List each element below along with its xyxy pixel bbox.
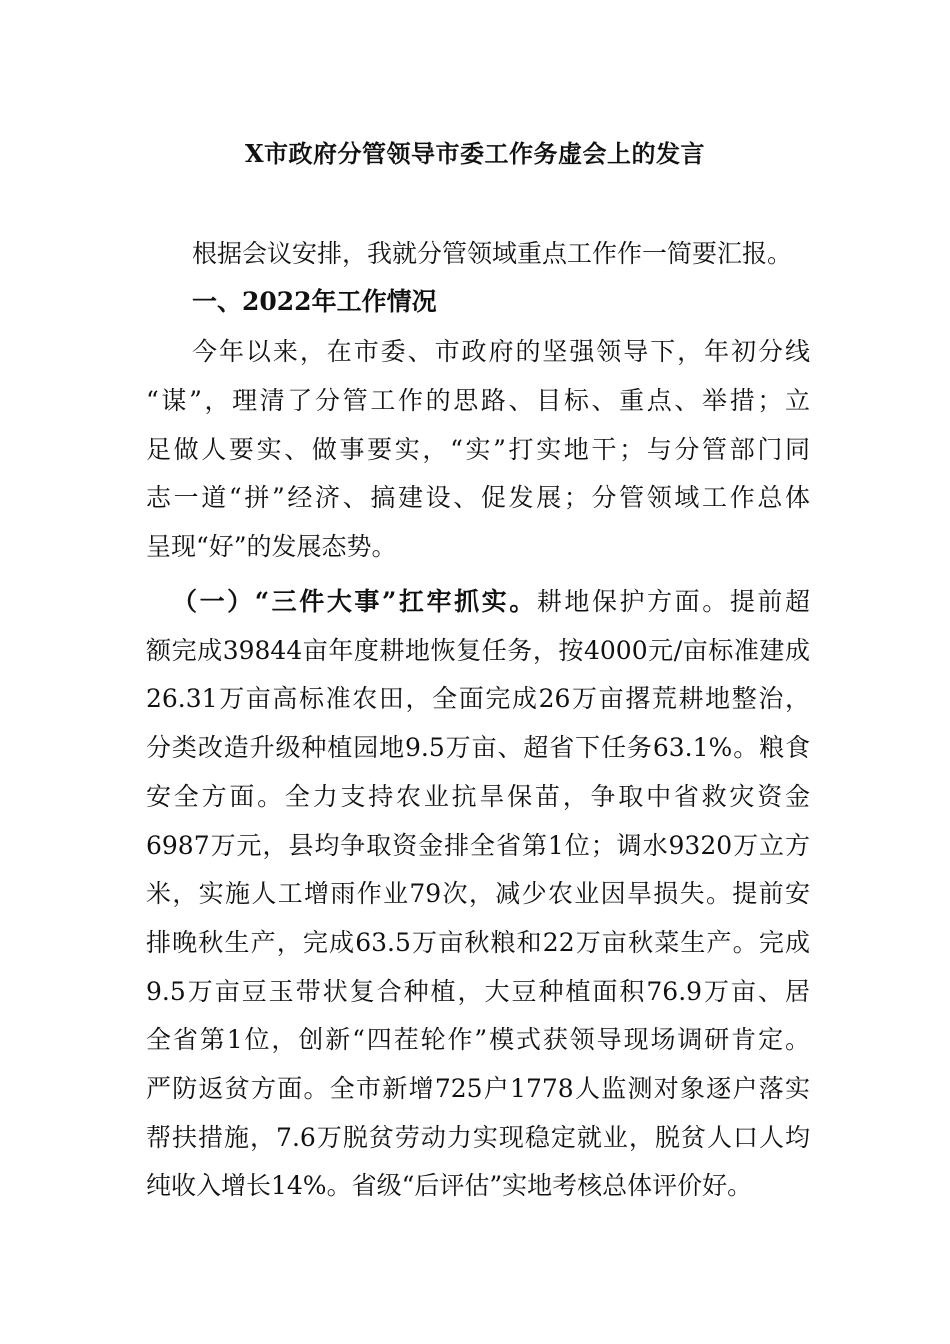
paragraph-line: 6987万元，县均争取资金排全省第1位；调水9320万立方: [146, 831, 810, 860]
paragraph-line: 9.5万亩豆玉带状复合种植，大豆种植面积76.9万亩、居: [146, 977, 810, 1006]
paragraph-line: 帮扶措施，7.6万脱贫劳动力实现稳定就业，脱贫人口人均: [146, 1123, 810, 1152]
paragraph-line: 足做人要实、做事要实，“实”打实地干；与分管部门同: [146, 435, 810, 464]
paragraph-line: 米，实施人工增雨作业79次，减少农业因旱损失。提前安: [146, 879, 810, 908]
paragraph-line: 今年以来，在市委、市政府的坚强领导下，年初分线: [192, 337, 810, 366]
paragraph-line: “谋”，理清了分管工作的思路、目标、重点、举措；立: [146, 386, 810, 415]
paragraph-line: 安全方面。全力支持农业抗旱保苗，争取中省救灾资金: [146, 782, 810, 811]
subsection-first-line-text: 耕地保护方面。提前超: [536, 587, 810, 616]
paragraph-line: 纯收入增长14%。省级“后评估”实地考核总体评价好。: [146, 1171, 753, 1200]
paragraph-line: 26.31万亩高标准农田，全面完成26万亩撂荒耕地整治，: [146, 684, 810, 713]
paragraph-line: 额完成39844亩年度耕地恢复任务，按4000元/亩标准建成: [146, 636, 810, 665]
paragraph-line: 志一道“拼”经济、搞建设、促发展；分管领域工作总体: [146, 483, 810, 512]
paragraph-line: 排晚秋生产，完成63.5万亩秋粮和22万亩秋菜生产。完成: [146, 928, 810, 957]
section-heading: 一、2022年工作情况: [192, 287, 437, 316]
paragraph-line: 严防返贫方面。全市新增725户1778人监测对象逐户落实: [146, 1074, 810, 1103]
intro-paragraph: 根据会议安排，我就分管领域重点工作作一简要汇报。: [192, 239, 793, 268]
document-title: X市政府分管领导市委工作务虚会上的发言: [244, 139, 706, 168]
paragraph-line: 全省第1位，创新“四茬轮作”模式获领导现场调研肯定。: [146, 1025, 810, 1054]
subsection-heading: （一）“三件大事”扛牢抓实。: [172, 587, 537, 616]
subsection-first-line: [172, 584, 810, 620]
paragraph-line: 分类改造升级种植园地9.5万亩、超省下任务63.1%。粮食: [146, 733, 810, 762]
paragraph-line: 呈现“好”的发展态势。: [146, 532, 397, 561]
